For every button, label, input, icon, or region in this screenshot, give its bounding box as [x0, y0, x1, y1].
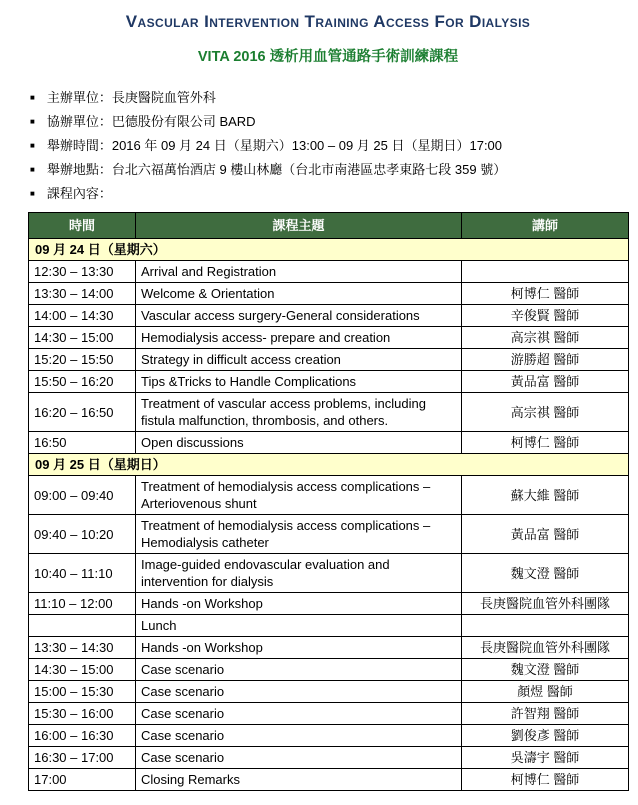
time-cell: 16:20 – 16:50	[29, 393, 136, 432]
speaker-cell: 游勝超 醫師	[462, 349, 629, 371]
schedule-row	[29, 393, 629, 432]
topic-cell: Vascular access surgery-General considerations	[136, 305, 462, 327]
schedule-table	[28, 212, 629, 791]
date-section-row	[29, 454, 629, 476]
speaker-cell: 魏文澄 醫師	[462, 554, 629, 593]
schedule-row	[29, 615, 629, 637]
col-header-topic: 課程主題	[136, 213, 462, 239]
topic-cell: Open discussions	[136, 432, 462, 454]
schedule-row	[29, 349, 629, 371]
time-cell: 15:50 – 16:20	[29, 371, 136, 393]
info-item	[30, 90, 628, 108]
topic-cell: Closing Remarks	[136, 769, 462, 791]
topic-cell: Lunch	[136, 615, 462, 637]
time-cell: 12:30 – 13:30	[29, 261, 136, 283]
schedule-row	[29, 283, 629, 305]
speaker-cell: 吳濤宇 醫師	[462, 747, 629, 769]
col-header-time: 時間	[29, 213, 136, 239]
schedule-row	[29, 725, 629, 747]
info-list	[30, 90, 628, 204]
schedule-row	[29, 371, 629, 393]
time-cell: 15:30 – 16:00	[29, 703, 136, 725]
info-item-text: 舉辦地點：台北六福萬怡酒店 9 樓山林廳（台北市南港區忠孝東路七段 359 號）	[46, 162, 507, 177]
time-cell: 10:40 – 11:10	[29, 554, 136, 593]
topic-cell: Hands -on Workshop	[136, 637, 462, 659]
schedule-row	[29, 432, 629, 454]
speaker-cell: 柯博仁 醫師	[462, 283, 629, 305]
schedule-row	[29, 261, 629, 283]
speaker-cell: 長庚醫院血管外科團隊	[462, 637, 629, 659]
time-cell: 13:30 – 14:30	[29, 637, 136, 659]
schedule-row	[29, 637, 629, 659]
speaker-cell: 蘇大維 醫師	[462, 476, 629, 515]
time-cell: 11:10 – 12:00	[29, 593, 136, 615]
page-title: Vascular Intervention Training Access For Dialysis	[125, 12, 531, 31]
table-header-row	[29, 213, 629, 239]
speaker-cell	[462, 261, 629, 283]
speaker-cell: 魏文澄 醫師	[462, 659, 629, 681]
schedule-row	[29, 476, 629, 515]
time-cell: 15:00 – 15:30	[29, 681, 136, 703]
info-item-text: 協辦單位：巴德股份有限公司 BARD	[46, 114, 256, 129]
schedule-row	[29, 593, 629, 615]
time-cell: 16:50	[29, 432, 136, 454]
speaker-cell: 黃品富 醫師	[462, 515, 629, 554]
schedule-row	[29, 703, 629, 725]
time-cell: 14:00 – 14:30	[29, 305, 136, 327]
date-section-label: 09 月 25 日（星期日）	[29, 454, 629, 476]
square-bullet-icon: ■	[30, 189, 35, 198]
info-item	[30, 186, 628, 204]
topic-cell: Welcome & Orientation	[136, 283, 462, 305]
info-item-text: 主辦單位：長庚醫院血管外科	[46, 90, 216, 105]
square-bullet-icon: ■	[30, 165, 35, 174]
topic-cell: Arrival and Registration	[136, 261, 462, 283]
schedule-row	[29, 769, 629, 791]
schedule-row	[29, 515, 629, 554]
topic-cell: Case scenario	[136, 725, 462, 747]
time-cell: 15:20 – 15:50	[29, 349, 136, 371]
topic-cell: Case scenario	[136, 681, 462, 703]
speaker-cell: 顏煜 醫師	[462, 681, 629, 703]
schedule-row	[29, 659, 629, 681]
time-cell: 16:30 – 17:00	[29, 747, 136, 769]
schedule-row	[29, 554, 629, 593]
time-cell: 17:00	[29, 769, 136, 791]
topic-cell: Case scenario	[136, 747, 462, 769]
schedule-row	[29, 747, 629, 769]
speaker-cell: 柯博仁 醫師	[462, 432, 629, 454]
speaker-cell: 許智翔 醫師	[462, 703, 629, 725]
time-cell: 14:30 – 15:00	[29, 327, 136, 349]
speaker-cell: 長庚醫院血管外科團隊	[462, 593, 629, 615]
topic-cell: Hemodialysis access- prepare and creation	[136, 327, 462, 349]
square-bullet-icon: ■	[30, 117, 35, 126]
info-item	[30, 114, 628, 132]
speaker-cell: 高宗祺 醫師	[462, 327, 629, 349]
time-cell: 13:30 – 14:00	[29, 283, 136, 305]
topic-cell: Treatment of hemodialysis access complications – Arteriovenous shunt	[136, 476, 462, 515]
info-item	[30, 162, 628, 180]
date-section-row	[29, 239, 629, 261]
col-header-speaker: 講師	[462, 213, 629, 239]
topic-cell: Hands -on Workshop	[136, 593, 462, 615]
time-cell	[29, 615, 136, 637]
speaker-cell: 黃品富 醫師	[462, 371, 629, 393]
schedule-row	[29, 305, 629, 327]
date-section-label: 09 月 24 日（星期六）	[29, 239, 629, 261]
schedule-row	[29, 327, 629, 349]
topic-cell: Tips &Tricks to Handle Complications	[136, 371, 462, 393]
time-cell: 09:00 – 09:40	[29, 476, 136, 515]
time-cell: 14:30 – 15:00	[29, 659, 136, 681]
time-cell: 09:40 – 10:20	[29, 515, 136, 554]
topic-cell: Case scenario	[136, 703, 462, 725]
info-item-text: 課程內容：	[46, 186, 112, 201]
page-subtitle: VITA 2016 透析用血管通路手術訓練課程	[197, 49, 459, 65]
topic-cell: Case scenario	[136, 659, 462, 681]
speaker-cell: 柯博仁 醫師	[462, 769, 629, 791]
speaker-cell: 辛俊賢 醫師	[462, 305, 629, 327]
speaker-cell	[462, 615, 629, 637]
square-bullet-icon: ■	[30, 93, 35, 102]
schedule-row	[29, 681, 629, 703]
info-item	[30, 138, 628, 156]
topic-cell: Image-guided endovascular evaluation and intervention for dialysis	[136, 554, 462, 593]
schedule-body	[29, 239, 629, 791]
speaker-cell: 劉俊彥 醫師	[462, 725, 629, 747]
topic-cell: Treatment of hemodialysis access complications – Hemodialysis catheter	[136, 515, 462, 554]
topic-cell: Strategy in difficult access creation	[136, 349, 462, 371]
time-cell: 16:00 – 16:30	[29, 725, 136, 747]
topic-cell: Treatment of vascular access problems, including fistula malfunction, thrombosis, and others.	[136, 393, 462, 432]
info-item-text: 舉辦時間：2016 年 09 月 24 日（星期六）13:00 – 09 月 25 日（星期日）17:00	[46, 138, 503, 153]
speaker-cell: 高宗祺 醫師	[462, 393, 629, 432]
square-bullet-icon: ■	[30, 141, 35, 150]
